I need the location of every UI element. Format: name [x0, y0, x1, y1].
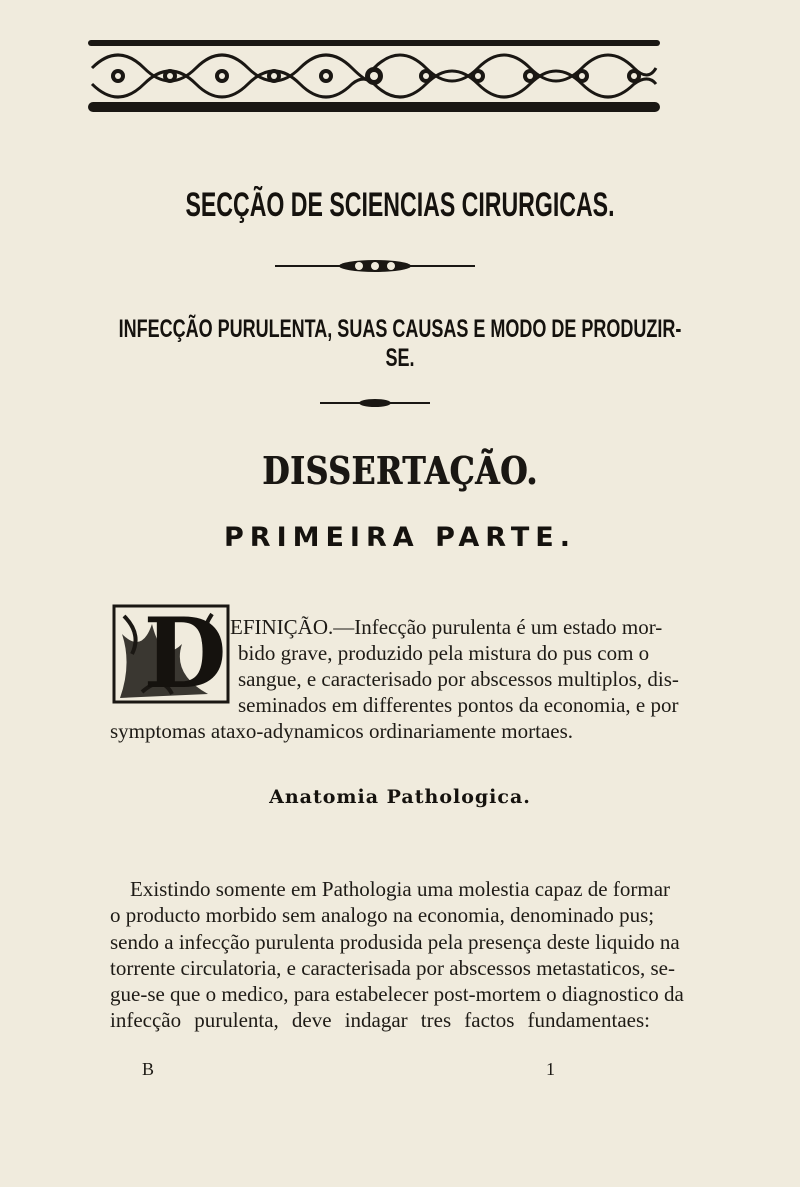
subheading-anatomia: Anatomia Pathologica. — [269, 786, 531, 808]
decorative-rule-short — [320, 396, 430, 410]
dissertation-title: DISSERTAÇÃO. — [262, 448, 538, 493]
definition-line: symptomas ataxo-adynamicos ordinariamente mortaes. — [110, 719, 574, 743]
definition-line: seminados em differentes pontos da economia, e por — [238, 693, 679, 717]
section-heading: SECÇÃO DE SCIENCIAS CIRURGICAS. — [185, 186, 615, 224]
drop-cap-D: D — [143, 597, 227, 710]
body-line: infecção purulenta, deve indagar tres factos fundamentaes: — [110, 1008, 650, 1032]
decorative-rule — [275, 256, 475, 276]
decorative-border-ornament — [88, 38, 660, 114]
body-line: o producto morbido sem analogo na economia, denominado pus; — [110, 903, 655, 927]
signature-mark: B — [142, 1059, 155, 1079]
definition-line: bido grave, produzido pela mistura do pus com o — [238, 641, 650, 665]
page-number: 1 — [546, 1059, 555, 1079]
thesis-subtitle: INFECÇÃO PURULENTA, SUAS CAUSAS E MODO DE PRODUZIR-SE. — [118, 315, 682, 372]
part-title: PRIMEIRA PARTE. — [224, 522, 576, 553]
body-line: gue-se que o medico, para estabelecer post-mortem o diagnostico da — [110, 982, 684, 1006]
body-line: torrente circulatoria, e caracterisada por abscessos metastaticos, se- — [110, 956, 675, 980]
definition-line: EFINIÇÃO.—Infecção purulenta é um estado mor- — [230, 615, 663, 639]
body-line: Existindo somente em Pathologia uma molestia capaz de formar — [130, 877, 671, 901]
body-line: sendo a infecção purulenta produsida pela presença deste liquido na — [110, 930, 680, 954]
definition-line: sangue, e caracterisado por abscessos multiplos, dis- — [238, 667, 679, 691]
